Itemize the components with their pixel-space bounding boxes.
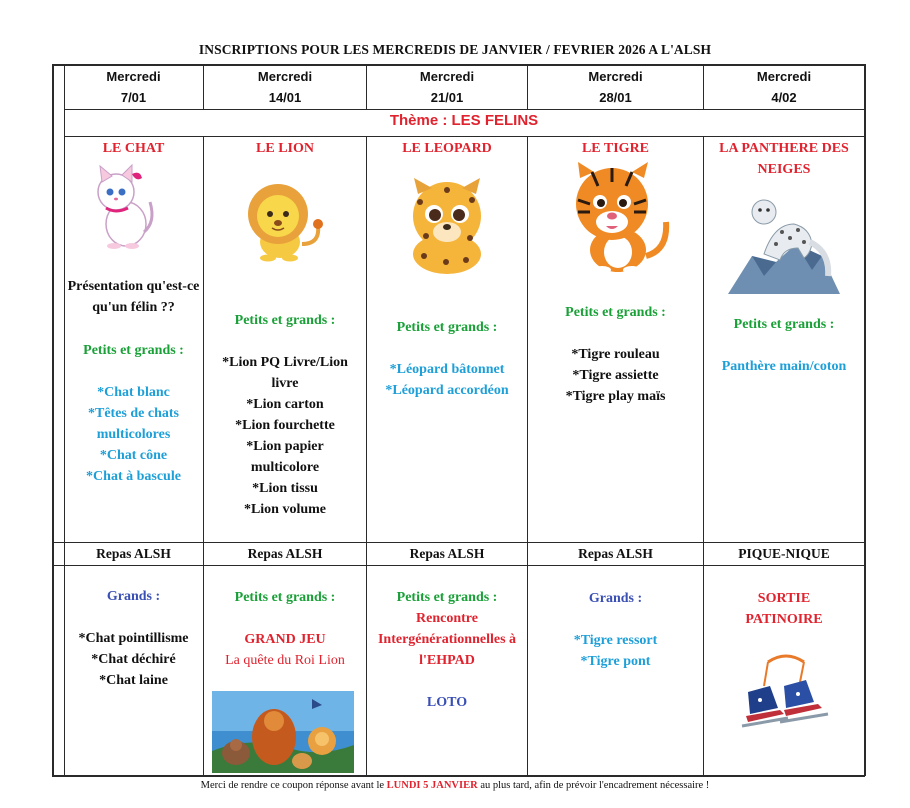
lion-king-picture bbox=[212, 691, 354, 773]
activity-list-tigre bbox=[528, 344, 703, 407]
leopard-image bbox=[400, 176, 494, 276]
leopard-illustration bbox=[400, 176, 494, 276]
pm-group-lion: Petits et grands : bbox=[234, 590, 336, 605]
list-item: Panthère main/coton bbox=[721, 359, 847, 374]
lion-image bbox=[240, 178, 330, 262]
meal-label-2: Repas ALSH bbox=[247, 546, 323, 561]
activity-list-leopard bbox=[367, 359, 527, 401]
meal-label-5: PIQUE-NIQUE bbox=[738, 546, 830, 561]
meal-label-1: Repas ALSH bbox=[96, 546, 171, 561]
animal-title-leopard: LE LEOPARD bbox=[402, 141, 492, 156]
animal-title-chat: LE CHAT bbox=[102, 141, 165, 156]
list-item: *Tigre assiette bbox=[572, 368, 659, 383]
list-item: *Lion tissu bbox=[252, 481, 318, 496]
list-item: *Lion volume bbox=[243, 502, 327, 517]
pm-list-chat bbox=[64, 628, 203, 691]
list-item: *Tigre ressort bbox=[573, 633, 658, 648]
day-header-5: Mercredi 4/02 bbox=[756, 69, 812, 105]
list-item: *Léopard accordéon bbox=[385, 383, 509, 398]
pm-group-tigre: Grands : bbox=[588, 591, 643, 606]
meal-label-4: Repas ALSH bbox=[578, 546, 653, 561]
cat-image bbox=[88, 162, 158, 252]
list-item: *Chat déchiré bbox=[91, 652, 176, 667]
group-label-leopard: Petits et grands : bbox=[396, 320, 498, 335]
footer-after: au plus tard, afin de prévoir l'encadrement nécessaire ! bbox=[480, 780, 710, 791]
loto-label: LOTO bbox=[426, 695, 468, 710]
tiger-illustration bbox=[562, 160, 672, 276]
day-header-2: Mercredi 14/01 bbox=[257, 69, 313, 105]
meal-label-3: Repas ALSH bbox=[409, 546, 485, 561]
list-item: *Tigre play maïs bbox=[565, 389, 666, 404]
list-item: *Chat pointillisme bbox=[78, 631, 189, 646]
intro-text: Présentation qu'est-ce qu'un félin ?? bbox=[67, 279, 200, 315]
pm-list-tigre bbox=[528, 630, 703, 672]
activity-list-chat bbox=[64, 382, 203, 487]
deadline-date: LUNDI 5 JANVIER bbox=[386, 780, 478, 791]
pm-group-chat: Grands : bbox=[106, 589, 161, 604]
list-item: *Lion fourchette bbox=[235, 418, 335, 433]
ice-skates-illustration bbox=[740, 652, 832, 742]
tiger-image bbox=[562, 160, 672, 276]
list-item: *Lion PQ Livre/Lion livre bbox=[222, 355, 348, 391]
list-item: *Lion papier multicolore bbox=[246, 439, 324, 475]
list-item: *Têtes de chats multicolores bbox=[88, 406, 179, 442]
list-item: *Chat blanc bbox=[97, 385, 170, 400]
lion-king-image bbox=[212, 691, 354, 773]
ehpad-meeting: Rencontre Intergénérationnelles à l'EHPAD bbox=[377, 611, 517, 668]
group-label-lion: Petits et grands : bbox=[234, 313, 336, 328]
group-label-panthere: Petits et grands : bbox=[733, 317, 835, 332]
cat-illustration bbox=[88, 162, 158, 252]
day-header-4: Mercredi 28/01 bbox=[588, 69, 643, 105]
animal-title-lion: LE LION bbox=[256, 141, 314, 156]
list-item: *Tigre pont bbox=[580, 654, 651, 669]
list-item: *Chat cône bbox=[99, 448, 168, 463]
grand-jeu-subtitle: La quête du Roi Lion bbox=[225, 653, 345, 668]
snow-leopard-illustration bbox=[724, 196, 842, 296]
list-item: *Chat à bascule bbox=[86, 469, 181, 484]
ice-skates-image bbox=[740, 652, 832, 742]
footer-before: Merci de rendre ce coupon réponse avant le bbox=[200, 780, 385, 791]
list-item: *Léopard bâtonnet bbox=[389, 362, 505, 377]
animal-title-panthere: LA PANTHERE DES NEIGES bbox=[719, 141, 849, 177]
day-header-3: Mercredi 21/01 bbox=[419, 69, 475, 105]
pm-group-leopard: Petits et grands : bbox=[396, 590, 498, 605]
day-header-1: Mercredi 7/01 bbox=[106, 69, 161, 105]
group-label-chat: Petits et grands : bbox=[83, 343, 184, 358]
activity-list-lion bbox=[204, 352, 366, 520]
animal-title-tigre: LE TIGRE bbox=[581, 141, 650, 156]
activity-list-panthere bbox=[704, 356, 864, 377]
footer-note bbox=[0, 780, 910, 791]
lion-illustration bbox=[240, 178, 330, 262]
list-item: *Tigre rouleau bbox=[571, 347, 660, 362]
page-title: INSCRIPTIONS POUR LES MERCREDIS DE JANVIER / FEVRIER 2026 A L'ALSH bbox=[198, 42, 712, 57]
group-label-tigre: Petits et grands : bbox=[565, 305, 666, 320]
list-item: *Chat laine bbox=[99, 673, 168, 688]
snow-leopard-image bbox=[724, 196, 842, 296]
list-item: *Lion carton bbox=[246, 397, 324, 412]
outing-label: SORTIE PATINOIRE bbox=[745, 591, 823, 627]
theme-banner: Thème : LES FELINS bbox=[389, 112, 539, 129]
grand-jeu-title: GRAND JEU bbox=[244, 632, 326, 647]
